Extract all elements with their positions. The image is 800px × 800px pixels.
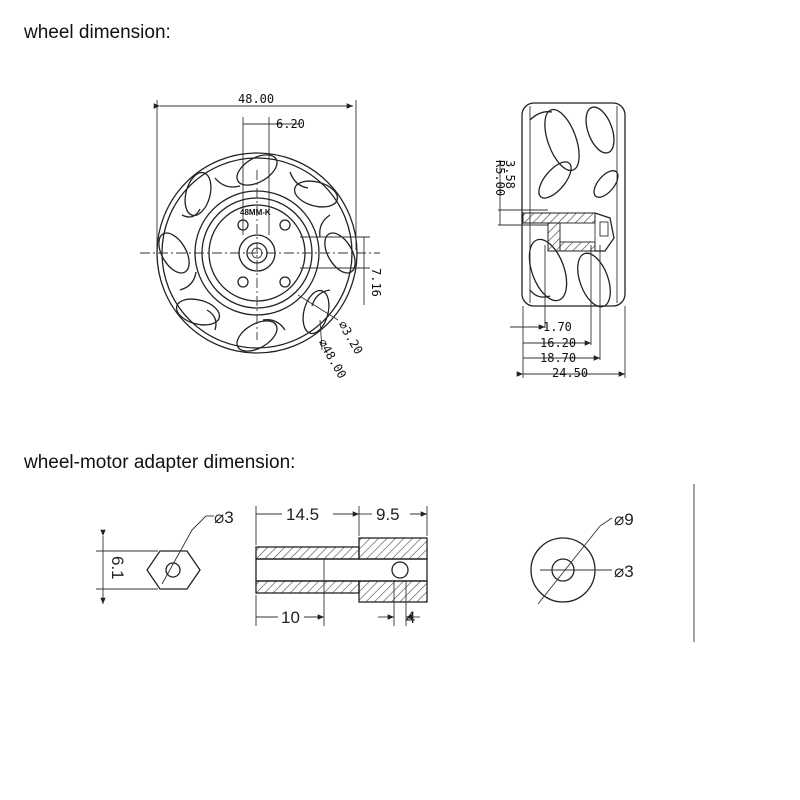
end-outer-dim: ⌀9 [614,510,634,529]
adapter-dimension-heading: wheel-motor adapter dimension: [24,452,296,473]
model-label: 48MM-K [240,208,271,217]
hub-offset-dim: 6.20 [276,117,305,131]
adapter-hole-pos: 4 [406,608,416,627]
side-dim-1: 1.70 [543,320,572,334]
height-offset-dim: 7.16 [369,268,383,297]
adapter-len-long: 14.5 [286,505,320,524]
mount-hole [280,277,290,287]
side-dim-2: 16.20 [540,336,577,350]
hex-outline [147,551,200,589]
adapter-hex-view [96,508,234,604]
outer-dia-dim: ⌀48.00 [315,336,350,382]
radius-dim: R5.00 [493,160,507,197]
adapter-bore-len: 10 [281,608,300,627]
wheel-width-dim: 48.00 [238,92,275,106]
side-dim-3: 18.70 [540,351,577,365]
hole-dia-dim: ⌀3.20 [335,318,366,357]
wheel-dimension-heading: wheel dimension: [24,22,171,43]
end-inner-dim: ⌀3 [614,562,634,581]
side-outline [522,103,625,306]
adapter-end-view [531,484,694,642]
adapter-side-view [256,505,427,627]
wheel-side-view [493,103,625,380]
side-dim-4: 24.50 [552,366,589,380]
hex-flat-dim: 6.1 [108,556,127,580]
wheel-front-view [140,92,383,381]
adapter-len-short: 9.5 [376,505,400,524]
mount-hole [280,220,290,230]
depth-dim: 3.58 [503,160,517,189]
mount-hole [238,277,248,287]
hex-hole-dim: ⌀3 [214,508,234,527]
